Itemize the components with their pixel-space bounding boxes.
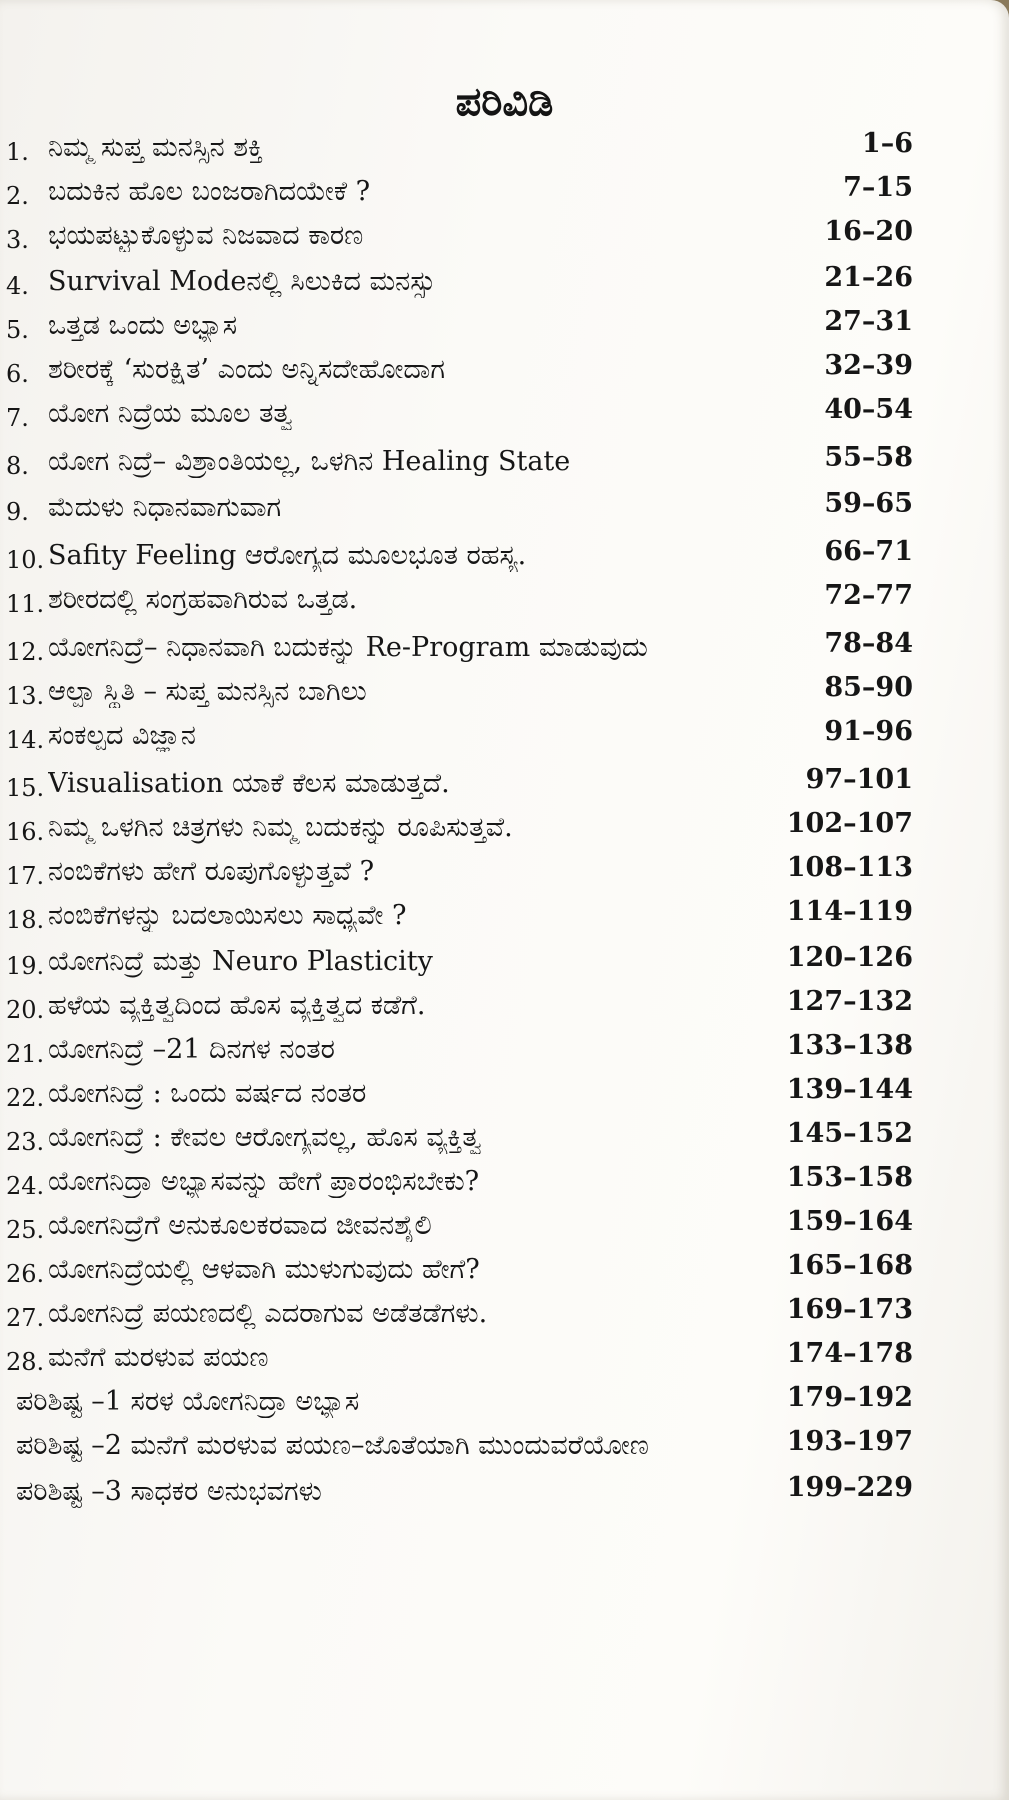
toc-entry-title: ಒತ್ತಡ ಒಂದು ಅಭ್ಯಾಸ [48,310,238,341]
toc-entry-pages: 91–96 [824,716,913,747]
toc-entry [0,628,1009,668]
toc-entry [0,262,1009,302]
toc-entry [0,1206,1009,1246]
toc-entry-pages: 7–15 [843,172,913,203]
toc-entry-pages: 27–31 [824,306,913,337]
toc-entry-pages: 174–178 [786,1338,913,1369]
toc-entry-title: ಶರೀರಕ್ಕೆ ‘ಸುರಕ್ಷಿತ’ ಎಂದು ಅನ್ನಿಸದೇಹೋದಾಗ [48,354,445,385]
toc-entry-number: 6. [6,360,29,388]
toc-entry-pages: 40–54 [824,394,913,425]
toc-entry-number: 24. [6,1172,45,1200]
toc-entry-number: 9. [6,498,29,526]
toc-entry-pages: 145–152 [786,1118,913,1149]
toc-entry-number: 26. [6,1260,45,1288]
toc-entry-number: 4. [6,272,29,300]
toc-entry [0,1074,1009,1114]
toc-entry-title: ಸಂಕಲ್ಪದ ವಿಜ್ಞಾನ [48,720,196,751]
toc-entry [0,716,1009,756]
toc-entry-pages: 16–20 [824,216,913,247]
toc-entry-title: Safity Feeling ಆರೋಗ್ಯದ ಮೂಲಭೂತ ರಹಸ್ಯ. [48,540,527,571]
toc-entry [0,986,1009,1026]
toc-entry-pages: 159–164 [786,1206,913,1237]
toc-entry-title: ನಿಮ್ಮ ಒಳಗಿನ ಚಿತ್ರಗಳು ನಿಮ್ಮ ಬದುಕನ್ನು ರೂಪಿಸುತ್ತವೆ. [48,812,513,843]
toc-entry [0,1382,1009,1422]
toc-entry-title: ನಂಬಿಕೆಗಳನ್ನು ಬದಲಾಯಿಸಲು ಸಾಧ್ಯವೇ ? [48,900,407,931]
toc-entry-title: ಯೋಗನಿದ್ರೆ –21 ದಿನಗಳ ನಂತರ [48,1034,335,1065]
toc-entry-title: ಭಯಪಟ್ಟುಕೊಳ್ಳುವ ನಿಜವಾದ ಕಾರಣ [48,220,364,251]
toc-entry-title: ಶರೀರದಲ್ಲಿ ಸಂಗ್ರಹವಾಗಿರುವ ಒತ್ತಡ. [48,584,358,615]
toc-entry-number: 20. [6,996,45,1024]
toc-entry [0,808,1009,848]
toc-entry-pages: 72–77 [824,580,913,611]
toc-entry-title: ನಂಬಿಕೆಗಳು ಹೇಗೆ ರೂಪುಗೊಳ್ಳುತ್ತವೆ ? [48,856,375,887]
toc-entry [0,852,1009,892]
toc-entry-number: 19. [6,952,45,980]
toc-entry-title: ಯೋಗನಿದ್ರೆ ಪಯಣದಲ್ಲಿ ಎದರಾಗುವ ಅಡೆತಡೆಗಳು. [48,1298,488,1329]
toc-entry-title: ಬದುಕಿನ ಹೊಲ ಬಂಜರಾಗಿದಯೇಕೆ ? [48,176,371,207]
toc-entry-number: 1. [6,138,29,166]
toc-entry [0,1338,1009,1378]
toc-entry-title: ಪರಿಶಿಷ್ಟ –2 ಮನೆಗೆ ಮರಳುವ ಪಯಣ–ಜೊತೆಯಾಗಿ ಮುಂದುವರೆಯೋಣ [16,1430,649,1461]
toc-entry [0,896,1009,936]
toc-entry-title: ಯೋಗನಿದ್ರೆ : ಕೇವಲ ಆರೋಗ್ಯವಲ್ಲ, ಹೊಸ ವ್ಯಕ್ತಿತ್ವ [48,1122,482,1153]
toc-entry-pages: 55–58 [824,442,913,473]
toc-entry-number: 21. [6,1040,45,1068]
toc-entry-title: ಮನೆಗೆ ಮರಳುವ ಪಯಣ [48,1342,269,1373]
toc-entry-number: 25. [6,1216,45,1244]
toc-entry-title: ಯೋಗ ನಿದ್ರೆಯ ಮೂಲ ತತ್ವ [48,398,293,429]
toc-entry-pages: 133–138 [786,1030,913,1061]
toc-entry-number: 13. [6,682,45,710]
toc-entry-number: 15. [6,774,45,802]
toc-entry-title: ಪರಿಶಿಷ್ಟ –1 ಸರಳ ಯೋಗನಿದ್ರಾ ಅಭ್ಯಾಸ [16,1386,360,1417]
toc-entry-pages: 32–39 [824,350,913,381]
toc-entry-number: 22. [6,1084,45,1112]
toc-entry-number: 16. [6,818,45,846]
toc-entry [0,442,1009,482]
toc-entry [0,394,1009,434]
toc-entry-number: 18. [6,906,45,934]
toc-entry-pages: 193–197 [786,1426,913,1457]
toc-entry [0,1426,1009,1466]
toc-entry-pages: 165–168 [786,1250,913,1281]
toc-entry [0,350,1009,390]
toc-entry [0,580,1009,620]
toc-entry [0,128,1009,168]
toc-entry-title: ಮೆದುಳು ನಿಧಾನವಾಗುವಾಗ [48,492,282,523]
toc-entry-title: ಹಳೆಯ ವ್ಯಕ್ತಿತ್ವದಿಂದ ಹೊಸ ವ್ಯಕ್ತಿತ್ವದ ಕಡೆಗೆ. [48,990,426,1021]
toc-entry-title: Survival Modeನಲ್ಲಿ ಸಿಲುಕಿದ ಮನಸ್ಸು [48,266,436,297]
toc-entry-pages: 179–192 [786,1382,913,1413]
toc-entry-pages: 1–6 [861,128,913,159]
toc-entry [0,1162,1009,1202]
toc-entry-title: Visualisation ಯಾಕೆ ಕೆಲಸ ಮಾಡುತ್ತದೆ. [48,768,450,799]
toc-entry-pages: 59–65 [824,488,913,519]
toc-entry [0,1118,1009,1158]
toc-entry-number: 28. [6,1348,45,1376]
toc-entry-pages: 127–132 [786,986,913,1017]
toc-entry-pages: 66–71 [824,536,913,567]
toc-entry-pages: 153–158 [786,1162,913,1193]
toc-entry [0,672,1009,712]
toc-entry-pages: 21–26 [824,262,913,293]
toc-entry-title: ಯೋಗನಿದ್ರೆ– ನಿಧಾನವಾಗಿ ಬದುಕನ್ನು Re-Program ಮಾಡುವುದು [48,632,648,663]
toc-entry-pages: 169–173 [786,1294,913,1325]
toc-entry-number: 8. [6,452,29,480]
toc-entry-pages: 139–144 [786,1074,913,1105]
toc-entry [0,1030,1009,1070]
toc-entry-pages: 199–229 [786,1472,913,1503]
page-title: ಪರಿವಿಡಿ [455,78,554,125]
toc-entry [0,764,1009,804]
toc-entry [0,1472,1009,1512]
toc-entry-title: ಯೋಗ ನಿದ್ರೆ– ವಿಶ್ರಾಂತಿಯಲ್ಲ, ಒಳಗಿನ Healing State [48,446,571,477]
toc-entry-number: 27. [6,1304,45,1332]
toc-entry-title: ನಿಮ್ಮ ಸುಪ್ತ ಮನಸ್ಸಿನ ಶಕ್ತಿ [48,132,263,163]
toc-entry [0,488,1009,528]
toc-entry-pages: 78–84 [824,628,913,659]
toc-entry [0,306,1009,346]
toc-entry [0,172,1009,212]
toc-entry-number: 17. [6,862,45,890]
toc-entry [0,1294,1009,1334]
toc-entry-title: ಯೋಗನಿದ್ರಾ ಅಭ್ಯಾಸವನ್ನು ಹೇಗೆ ಪ್ರಾರಂಭಿಸಬೇಕು? [48,1166,480,1197]
toc-entry-pages: 97–101 [805,764,913,795]
toc-entry-pages: 120–126 [786,942,913,973]
toc-entry-number: 5. [6,316,29,344]
toc-entry-number: 12. [6,638,45,666]
toc-entry [0,942,1009,982]
toc-entry-number: 7. [6,404,29,432]
toc-entry-title: ಯೋಗನಿದ್ರೆಗೆ ಅನುಕೂಲಕರವಾದ ಜೀವನಶೈಲಿ [48,1210,432,1241]
toc-entry-pages: 85–90 [824,672,913,703]
toc-entry-number: 2. [6,182,29,210]
toc-entry-title: ಯೋಗನಿದ್ರೆ ಮತ್ತು Neuro Plasticity [48,946,433,977]
toc-entry-title: ಆಲ್ಫಾ ಸ್ಥಿತಿ – ಸುಪ್ತ ಮನಸ್ಸಿನ ಬಾಗಿಲು [48,676,367,707]
toc-entry-pages: 102–107 [786,808,913,839]
toc-entry-number: 10. [6,546,45,574]
toc-entry [0,1250,1009,1290]
toc-entry [0,216,1009,256]
toc-entry-number: 23. [6,1128,45,1156]
toc-entry-number: 3. [6,226,29,254]
toc-entry [0,536,1009,576]
toc-entry-title: ಯೋಗನಿದ್ರೆ : ಒಂದು ವರ್ಷದ ನಂತರ [48,1078,367,1109]
toc-entry-number: 14. [6,726,45,754]
toc-entry-number: 11. [6,590,45,618]
toc-entry-title: ಪರಿಶಿಷ್ಟ –3 ಸಾಧಕರ ಅನುಭವಗಳು [16,1476,322,1507]
toc-entry-pages: 108–113 [786,852,913,883]
toc-entry-pages: 114–119 [786,896,913,927]
toc-entry-title: ಯೋಗನಿದ್ರೆಯಲ್ಲಿ ಆಳವಾಗಿ ಮುಳುಗುವುದು ಹೇಗೆ? [48,1254,480,1285]
